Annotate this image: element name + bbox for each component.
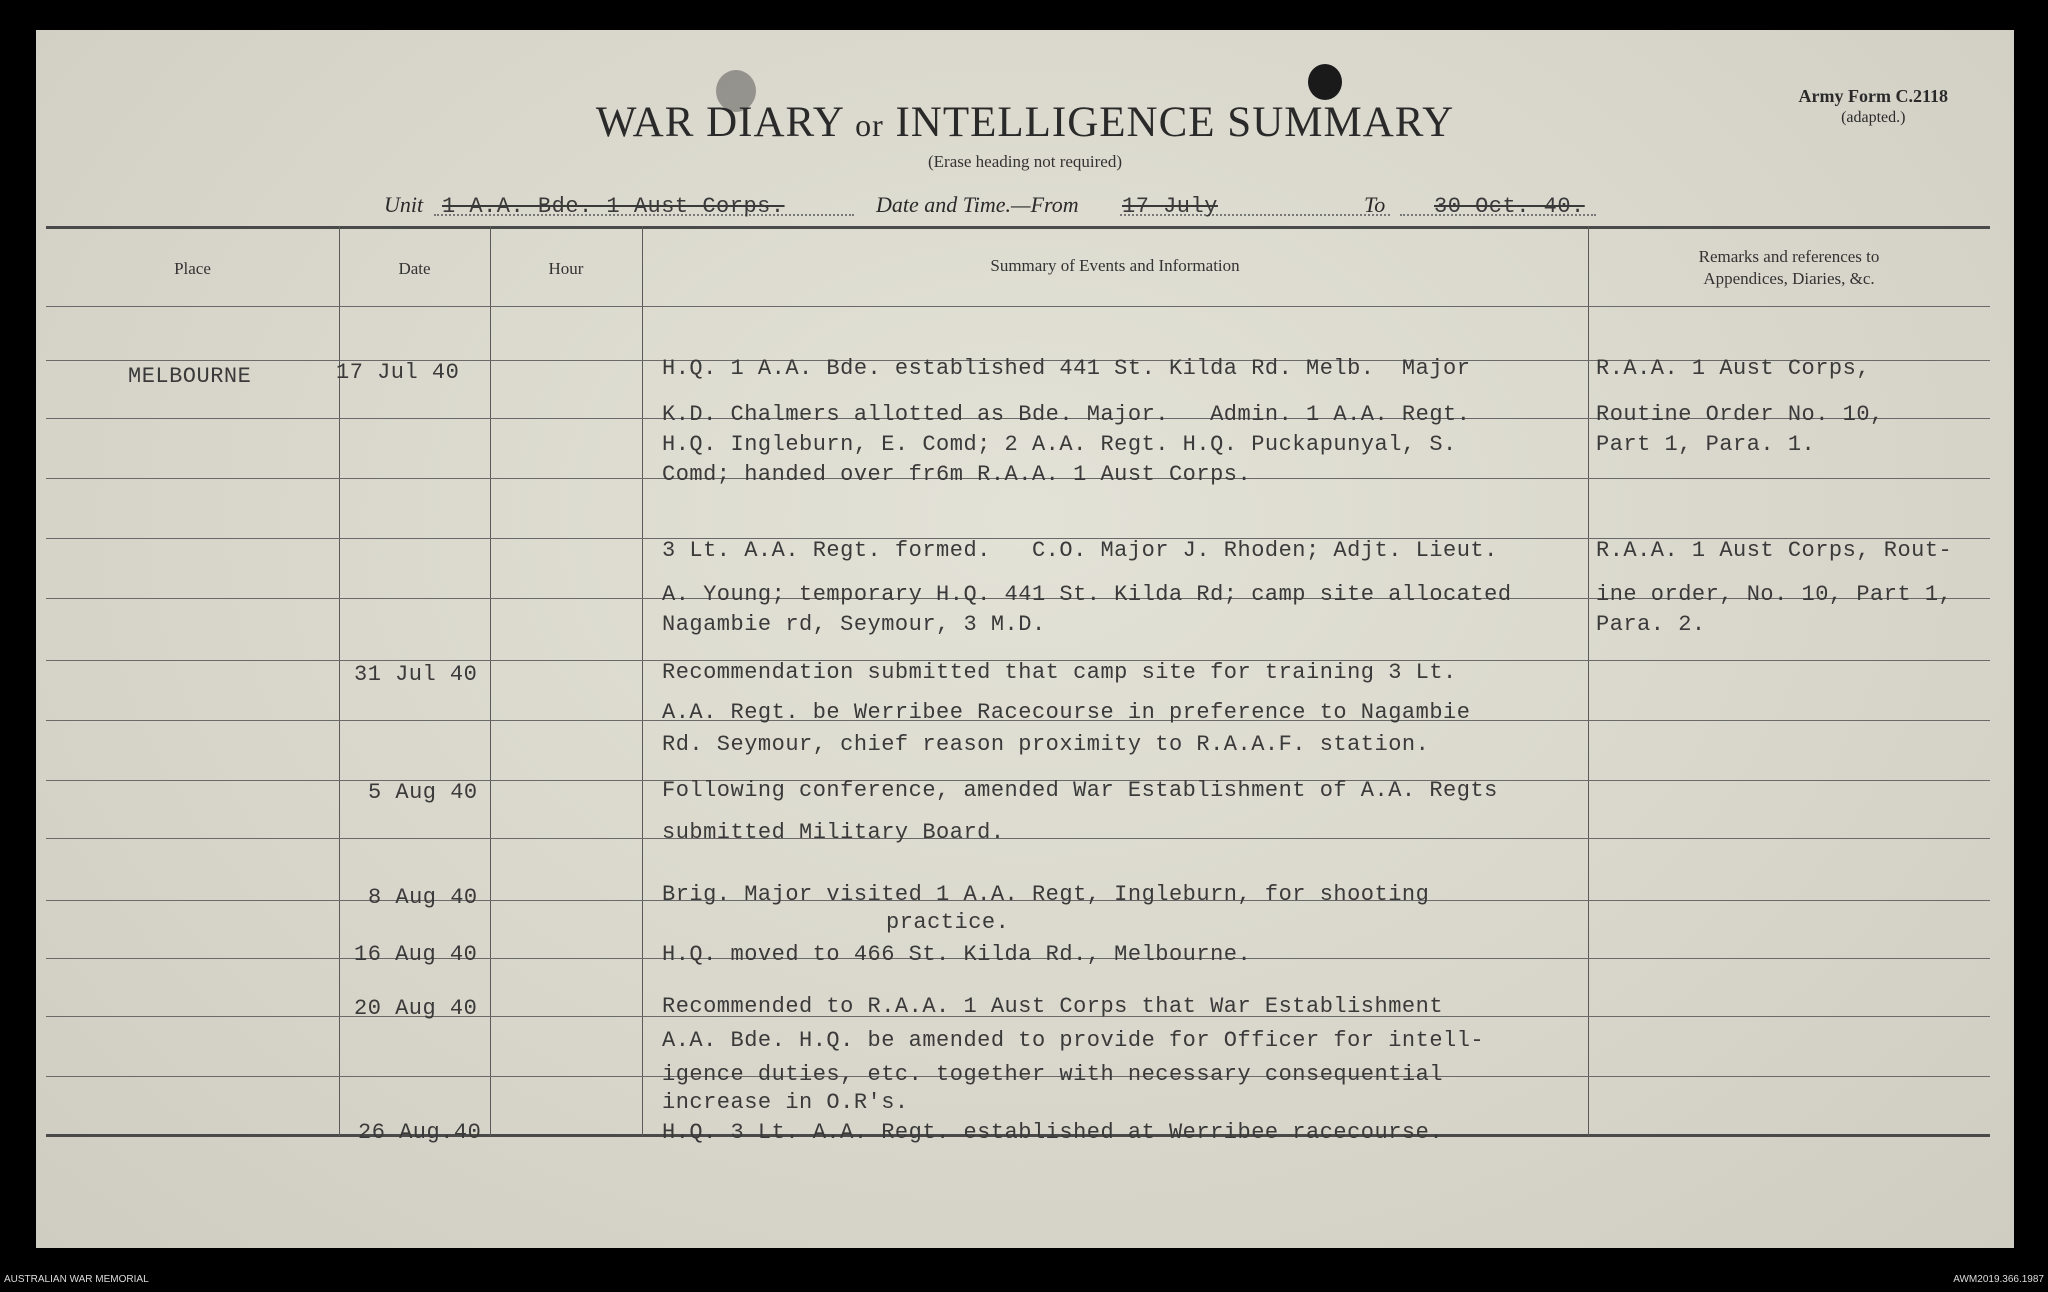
remarks-line: Part 1, Para. 1. [1596,432,1816,457]
date-entry: 20 Aug 40 [354,996,478,1021]
summary-line: Nagambie rd, Seymour, 3 M.D. [662,612,1046,637]
to-value: 30 Oct. 40. [1434,194,1585,219]
footer-institution: AUSTRALIAN WAR MEMORIAL [4,1274,149,1285]
summary-line: Rd. Seymour, chief reason proximity to R.A.A.F. station. [662,732,1430,757]
unit-value: 1 A.A. Bde. 1 Aust Corps. [442,194,785,219]
summary-line: A. Young; temporary H.Q. 441 St. Kilda Rd; camp site allocated [662,582,1512,607]
date-entry: 26 Aug.40 [358,1120,482,1145]
war-diary-page [36,30,2014,1248]
remarks-line: R.A.A. 1 Aust Corps, [1596,356,1871,381]
header-bottom-border [46,306,1990,307]
column-divider-date [490,226,491,1136]
form-title: WAR DIARY or INTELLIGENCE SUMMARY [595,99,1455,146]
column-divider-hour [642,226,643,1136]
summary-line: H.Q. Ingleburn, E. Comd; 2 A.A. Regt. H.Q. Puckapunyal, S. [662,432,1457,457]
remarks-line: Para. 2. [1596,612,1706,637]
date-entry: 17 Jul 40 [336,360,460,385]
column-header-remarks: Remarks and references to Appendices, Diaries, &c. [1698,247,1880,288]
summary-line: increase in O.R's. [662,1090,909,1115]
summary-line: submitted Military Board. [662,820,1005,845]
summary-line: Brig. Major visited 1 A.A. Regt, Ingleburn, for shooting [662,882,1430,907]
rule-line [46,838,1990,839]
to-label: To [1364,192,1386,217]
column-header-summary: Summary of Events and Information [990,256,1240,275]
date-time-label: Date and Time.—From [876,192,1079,217]
summary-line: Comd; handed over fr6m R.A.A. 1 Aust Corps. [662,462,1252,487]
punch-hole [1308,64,1342,100]
column-header-hour: Hour [548,259,584,278]
date-entry: 16 Aug 40 [354,942,478,967]
unit-label: Unit [384,192,424,217]
date-entry: 5 Aug 40 [368,780,478,805]
footer-accession-number: AWM2019.366.1987 [1953,1274,2044,1285]
remarks-line: R.A.A. 1 Aust Corps, Rout- [1596,538,1953,563]
column-header-date: Date [398,259,431,278]
summary-line: igence duties, etc. together with necessary consequential [662,1062,1444,1087]
table-top-border [46,226,1990,229]
summary-line: Recommended to R.A.A. 1 Aust Corps that War Establishment [662,994,1444,1019]
place-entry: MELBOURNE [128,364,252,389]
summary-line: H.Q. 1 A.A. Bde. established 441 St. Kilda Rd. Melb. Major [662,356,1471,381]
summary-line: Following conference, amended War Establishment of A.A. Regts [662,778,1498,803]
form-subtitle: (Erase heading not required) [928,152,1122,171]
column-divider-summary [1588,226,1589,1136]
summary-line: practice. [886,910,1010,935]
column-header-place: Place [174,259,211,278]
summary-line: Recommendation submitted that camp site for training 3 Lt. [662,660,1457,685]
date-entry: 31 Jul 40 [354,662,478,687]
summary-line: H.Q. moved to 466 St. Kilda Rd., Melbourne. [662,942,1252,967]
remarks-line: ine order, No. 10, Part 1, [1596,582,1953,607]
summary-line: A.A. Bde. H.Q. be amended to provide for Officer for intell- [662,1028,1485,1053]
date-entry: 8 Aug 40 [368,885,478,910]
from-value: 17 July [1122,194,1218,219]
summary-line: A.A. Regt. be Werribee Racecourse in preference to Nagambie [662,700,1471,725]
summary-line: K.D. Chalmers allotted as Bde. Major. Admin. 1 A.A. Regt. [662,402,1471,427]
remarks-line: Routine Order No. 10, [1596,402,1884,427]
summary-line: H.Q. 3 Lt. A.A. Regt. established at Werribee racecourse. [662,1120,1444,1145]
army-form-number: Army Form C.2118 (adapted.) [1798,86,1948,126]
summary-line: 3 Lt. A.A. Regt. formed. C.O. Major J. Rhoden; Adjt. Lieut. [662,538,1498,563]
